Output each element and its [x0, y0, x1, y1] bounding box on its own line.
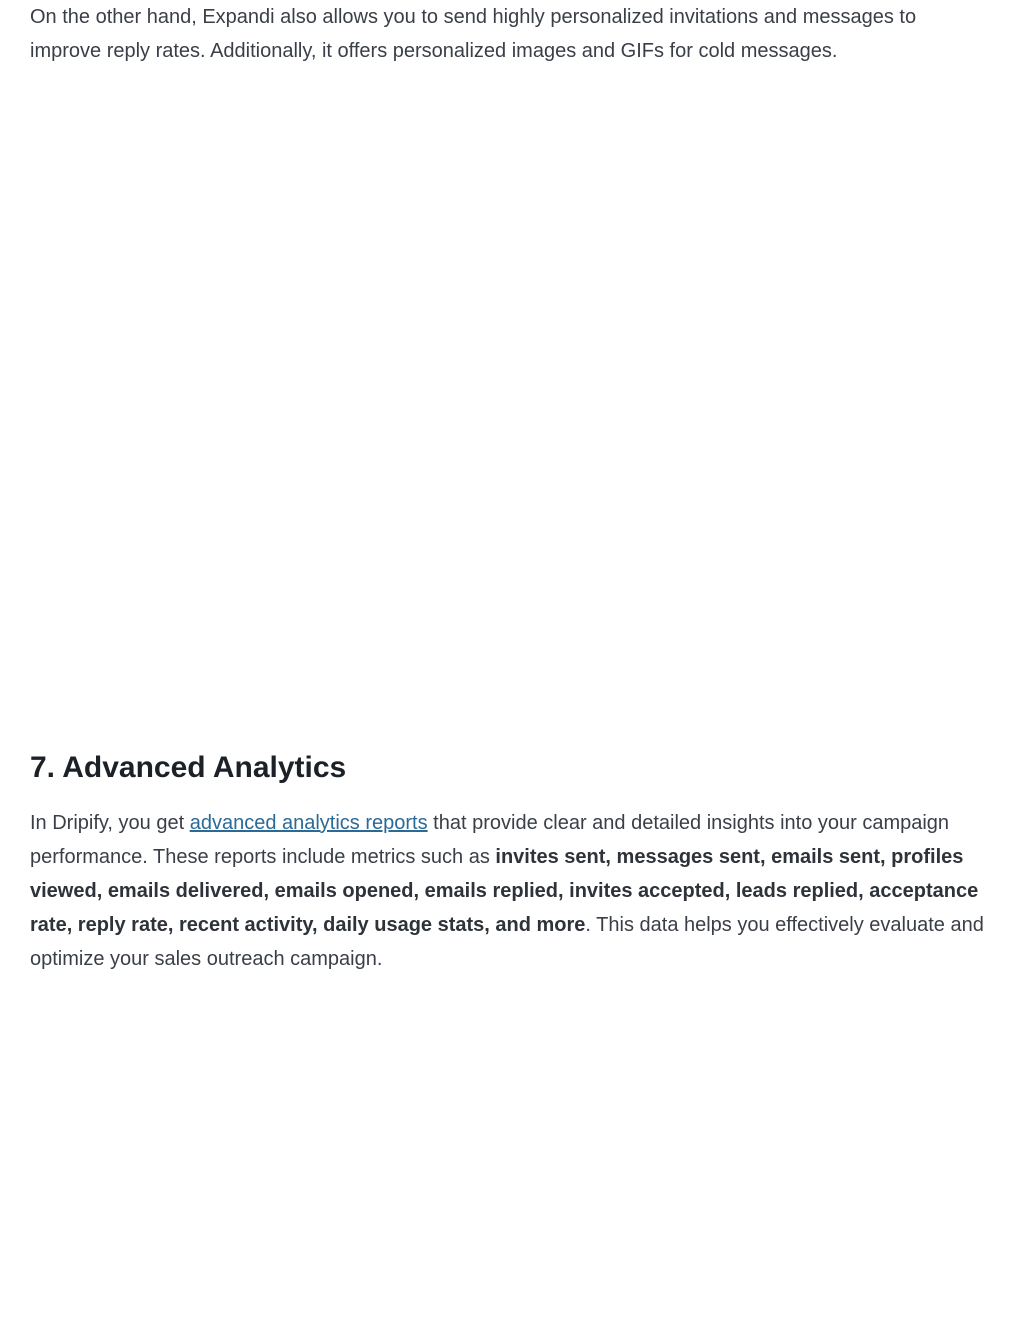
- analytics-reports-link[interactable]: advanced analytics reports: [189, 812, 428, 834]
- paragraph-text-prefix: In Dripify, you get: [30, 812, 190, 834]
- metrics-list-bold: invites sent, messages sent, emails sent, profiles viewed, emails delivered, emails opened, emails replied, invites accepted, leads replied, acceptance rate, reply rate, recent activity, daily usage stats, and more: [30, 846, 979, 936]
- blank-image-area-bottom: [30, 976, 986, 1336]
- paragraph-text-suffix: . This data helps you effectively evaluate and optimize your sales outreach campaign.: [30, 914, 984, 970]
- article-body: [30, 0, 986, 1336]
- section-heading: 7. Advanced Analytics: [30, 751, 347, 784]
- analytics-paragraph: [30, 806, 986, 976]
- blank-image-area: [30, 68, 986, 748]
- paragraph-text-mid: that provide clear and detailed insights into your campaign performance. These reports include metrics such as: [30, 812, 950, 868]
- expandi-paragraph: On the other hand, Expandi also allows you to send highly personalized invitations and messages to improve reply rates. Additionally, it offers personalized images and GIFs for cold messages.: [30, 6, 917, 62]
